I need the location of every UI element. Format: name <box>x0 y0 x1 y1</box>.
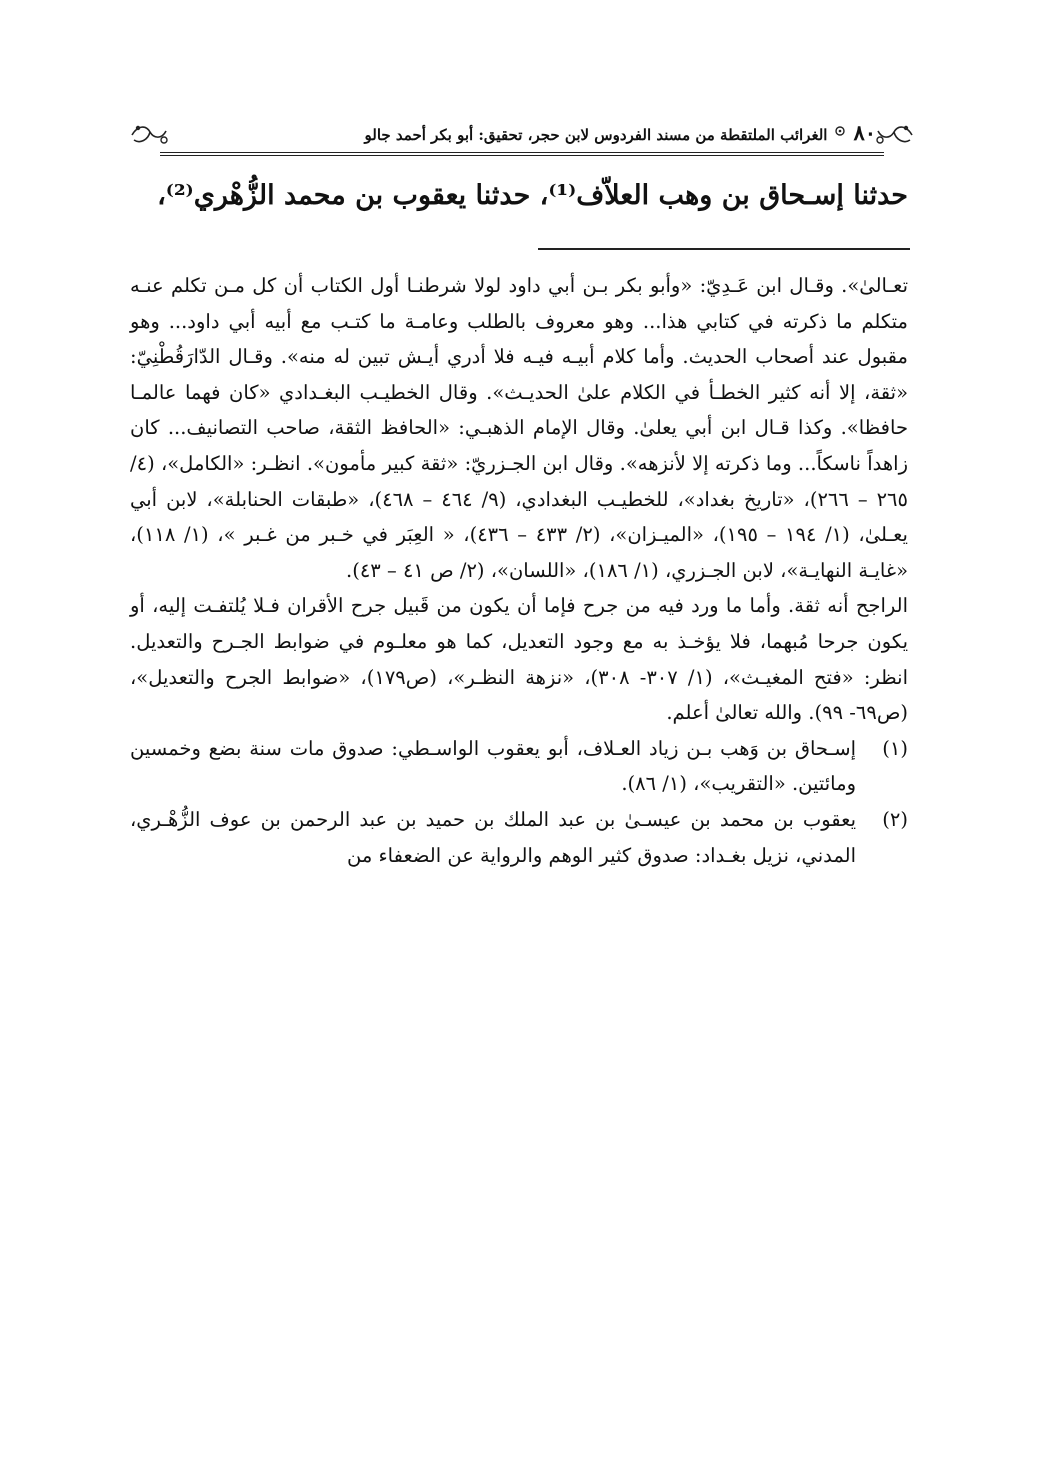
page-number: ٨٠ <box>853 120 876 145</box>
footnote-text: يعقوب بن محمد بن عيسـىٰ بن عبد الملك بن حميد بن عبد الرحمن بن عوف الزُّهْـري، المدني، نزيل بغـداد: صدوق كثير الوهم والرواية عن الضعفاء من <box>130 807 856 867</box>
footnote-separator <box>538 248 910 250</box>
floral-ornament-icon <box>872 122 916 148</box>
footnote-marker: (١) <box>882 736 908 760</box>
running-title: الغرائب الملتقطة من مسند الفردوس لابن حجر، تحقيق: أبو بكر أحمد جالو <box>364 126 828 144</box>
header-title-group <box>168 120 876 145</box>
running-header <box>128 118 916 156</box>
divider-ornament-icon <box>833 122 847 140</box>
footnote-item <box>130 731 908 802</box>
footnote-marker: (٢) <box>882 807 908 831</box>
footnote-item <box>130 802 908 873</box>
footnote-continuation-paragraph: الراجح أنه ثقة. وأما ما ورد فيه من جرح فإما أن يكون من قَبيل جرح الأقران فـلا يُلتفـت إليه، أو يكون جرحا مُبهما، فلا يؤخـذ به مع وجود التعديل، كما هو معلـوم في ضوابط الجـرح والتعديل. انظر: «فتح المغيـث»، (١/ ٣٠٧- ٣٠٨)، «نزهة النظـر»، (ص١٧٩)، «ضوابط الجرح والتعديل»، (ص٦٩- ٩٩). والله تعالىٰ أعلم. <box>130 594 908 725</box>
footnote-text: إسـحاق بن وَهب بـن زياد العـلاف، أبو يعقوب الواسـطي: صدوق مات سنة بضع وخمسين ومائتين. «التقريب»، (١/ ٨٦). <box>130 736 856 796</box>
footnote-continuation-paragraph: تعـالىٰ». وقـال ابن عَـدِيّ: «وأبو بكر بـن أبي داود لولا شرطنـا أول الكتاب أن كل مـن تكلم عنـه متكلم ما ذكرته في كتابي هذا... وهو معروف بالطلب وعامـة ما كتـب مع أبيه أبي داود... وهو مقبول عند أصحاب الحديث. وأما كلام أبيـه فيـه فلا أدري أيـش تبين له منه». وقـال الدّارَقُطْنِيّ: «ثقة، إلا أنه كثير الخطـأ في الكلام علىٰ الحديـث». وقال الخطيـب البغـدادي «كان فهما عالمـا حافظا». وكذا قـال ابن أبي يعلىٰ. وقال الإمام الذهبـي: «الحافظ الثقة، صاحب التصانيف... كان زاهداً ناسكاً... وما ذكرته إلا لأنزهه». وقال ابن الجـزريّ: «ثقة كبير مأمون». انظـر: «الكامل»، (٤/ ٢٦٥ – ٢٦٦)، «تاريخ بغداد»، للخطيـب البغدادي، (٩/ ٤٦٤ – ٤٦٨)، «طبقات الحنابلة»، لابن أبي يعـلىٰ، (١/ ١٩٤ – ١٩٥)، «الميـزان»، (٢/ ٤٣٣ – ٤٣٦)، « العِبَر في خـبر من غـبر »، (١/ ١١٨)، «غايـة النهايـة»، لابن الجـزري، (١/ ١٨٦)، «اللسان»، (٢/ ص ٤١ – ٤٣). <box>130 274 908 582</box>
floral-ornament-icon <box>128 122 172 148</box>
hadith-chain-line: حدثنا إسـحاق بن وهب العلاّف⁽¹⁾، حدثنا يعقوب بن محمد الزُّهْري⁽²⁾، <box>157 180 908 211</box>
header-rule <box>160 152 884 156</box>
footnotes-section <box>130 268 908 873</box>
